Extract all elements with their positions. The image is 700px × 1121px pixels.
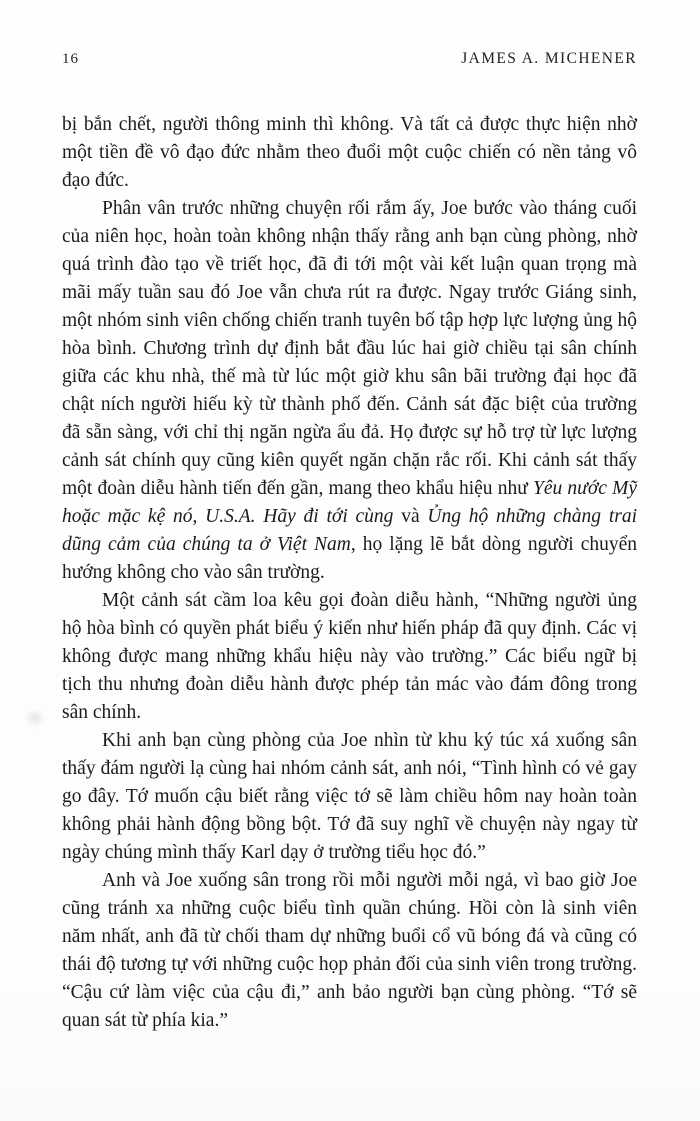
text-run: Phân vân trước những chuyện rối rắm ấy, Joe bước vào tháng cuối của niên học, hoàn toàn không nhận thấy rằng anh bạn cùng phòng, nhờ quá trình đào tạo về triết học, đã đi tới một vài kết luận quan trọng mà mãi mấy tuần sau đó Joe vẫn chưa rút ra được. Ngay trước Giáng sinh, một nhóm sinh viên chống chiến tranh tuyên bố tập hợp lực lượng ủng hộ hòa bình. Chương trình dự định bắt đầu lúc hai giờ chiều tại sân chính giữa các khu nhà, thế mà từ lúc một giờ khu sân bãi trường đại học đã chật ních người hiếu kỳ từ thành phố đến. Cảnh sát đặc biệt của trường đã sẵn sàng, với chỉ thị ngăn ngừa ẩu đả. Họ được sự hỗ trợ từ lực lượng cảnh sát chính quy cũng kiên quyết ngăn chặn rắc rối. Khi cảnh sát thấy một đoàn diễu hành tiến đến gần, mang theo khẩu hiệu như [62, 198, 637, 499]
paragraph [62, 867, 637, 1035]
text-run: , họ lặng lẽ bắt dòng người chuyển hướng không cho vào sân trường. [62, 534, 637, 583]
page-body-text [62, 111, 637, 1035]
paragraph [62, 727, 637, 867]
text-run: Một cảnh sát cầm loa kêu gọi đoàn diễu hành, “Những người ủng hộ hòa bình có quyền phát biểu ý kiến như hiến pháp đã quy định. Các vị không được mang những khẩu hiệu này vào trường.” Các biểu ngữ bị tịch thu nhưng đoàn diễu hành được phép tản mác vào đám đông trong sân chính. [62, 590, 637, 723]
text-run: Khi anh bạn cùng phòng của Joe nhìn từ khu ký túc xá xuống sân thấy đám người lạ cùng hai nhóm cảnh sát, anh nói, “Tình hình có vẻ gay go đây. Tớ muốn cậu biết rằng việc tớ sẽ làm chiều hôm nay hoàn toàn không phải hành động bồng bột. Tớ đã suy nghĩ về chuyện này ngay từ ngày chúng mình thấy Karl dạy ở trường tiểu học đó.” [62, 730, 637, 863]
text-run: và [393, 506, 428, 527]
page-number: 16 [62, 51, 79, 67]
paragraph [62, 587, 637, 727]
running-header-author: JAMES A. MICHENER [461, 50, 637, 67]
paragraph [62, 195, 637, 587]
paragraph [62, 111, 637, 195]
text-run: bị bắn chết, người thông minh thì không. Và tất cả được thực hiện nhờ một tiền đề vô đạo đức nhằm theo đuổi một cuộc chiến có nền tảng vô đạo đức. [62, 114, 637, 191]
scan-smudge [28, 712, 42, 724]
text-run-italic-slogan: Yêu nước Mỹ hoặc mặc kệ nó, U.S.A. Hãy đi tới cùng [62, 478, 637, 527]
running-head [62, 50, 637, 68]
text-run-italic-slogan: Ủng hộ những chàng trai dũng cảm của chúng ta ở Việt Nam [62, 506, 638, 555]
text-run: Anh và Joe xuống sân trong rồi mỗi người mỗi ngả, vì bao giờ Joe cũng tránh xa những cuộc biểu tình quần chúng. Hồi còn là sinh viên năm nhất, anh đã từ chối tham dự những buổi cổ vũ bóng đá và cũng có thái độ tương tự với những cuộc họp phản đối của sinh viên trong trường. “Cậu cứ làm việc của cậu đi,” anh bảo người bạn cùng phòng. “Tớ sẽ quan sát từ phía kia.” [62, 870, 637, 1031]
